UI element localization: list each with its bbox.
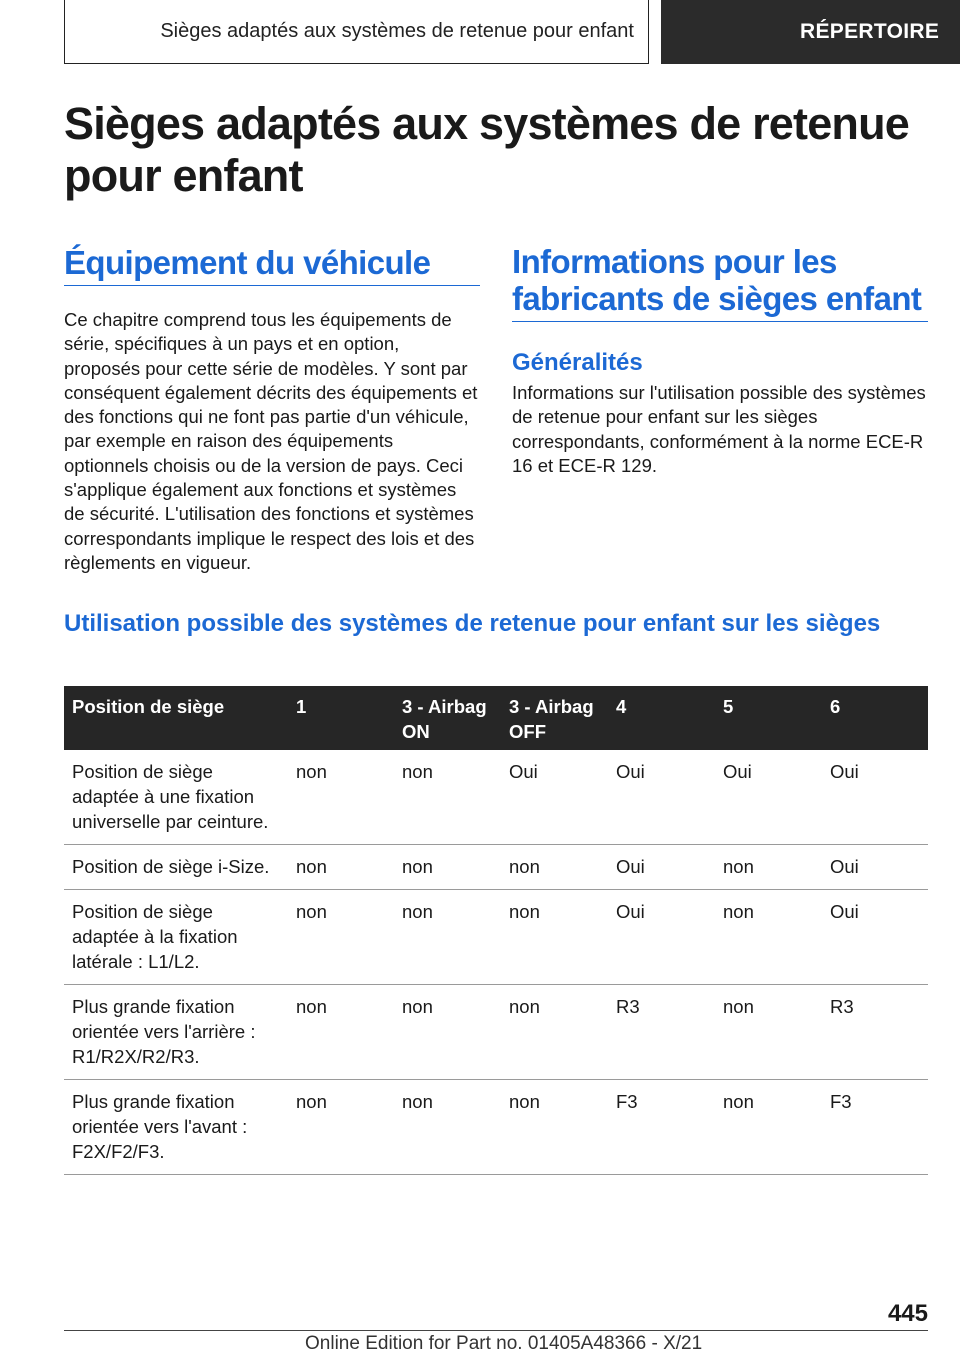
column-header: 1 — [288, 686, 394, 750]
table-cell: F3 — [822, 1080, 928, 1175]
table-cell: non — [501, 1080, 608, 1175]
table-cell: R3 — [608, 985, 715, 1080]
header-section-title[interactable] — [64, 0, 649, 64]
table-cell: Oui — [822, 890, 928, 985]
table-cell: non — [715, 845, 822, 890]
manufacturers-text: Informations sur l'utilisation possible des systèmes de retenue pour enfant sur les sièges correspondants, conformément à la norme ECE-R 16 et ECE-R 129. — [512, 382, 926, 476]
table-cell: Position de siège adaptée à la fixation latérale : L1/L2. — [64, 890, 288, 985]
table-cell: non — [394, 890, 501, 985]
page-number: 445 — [887, 1300, 928, 1327]
table-cell: non — [501, 845, 608, 890]
generalities-heading: Généralités — [512, 349, 643, 376]
table-cell: non — [501, 985, 608, 1080]
footer-edition: Online Edition for Part no. 01405A48366 - X/21 — [305, 1333, 703, 1354]
table-cell: non — [394, 845, 501, 890]
table-cell: R3 — [822, 985, 928, 1080]
table-row — [64, 890, 928, 985]
table-cell: non — [715, 890, 822, 985]
equipment-text: Ce chapitre comprend tous les équipements de série, spécifiques à un pays et en option, proposés pour cette série de modèles. Y sont par conséquent également décrits des équipements et des fonctions qui ne font pas partie d'un véhicule, par exemple en raison des équipements optionnels choisis ou de la version de pays. Ceci s'applique également aux fonctions et systèmes de sécurité. L'utilisation des fonctions et systèmes correspondants implique le respect des lois et des règlements en vigueur. — [64, 309, 478, 573]
table-cell: Oui — [608, 750, 715, 845]
table-row — [64, 1080, 928, 1175]
table-cell: Position de siège adaptée à une fixation universelle par ceinture. — [64, 750, 288, 845]
header-tab-label: RÉPERTOIRE — [800, 20, 940, 43]
seat-usage-table — [64, 686, 928, 1175]
table-cell: non — [501, 890, 608, 985]
table-cell: Oui — [501, 750, 608, 845]
table-cell: non — [288, 750, 394, 845]
manufacturers-heading: Informations pour les fabricants de sièges enfant — [512, 243, 928, 322]
table-cell: non — [288, 985, 394, 1080]
table-cell: non — [394, 985, 501, 1080]
equipment-heading: Équipement du véhicule — [64, 243, 480, 286]
equipment-section — [64, 243, 480, 575]
page-title: Sièges adaptés aux systèmes de retenue pour enfant — [64, 98, 910, 201]
column-header: 4 — [608, 686, 715, 750]
table-cell: non — [288, 845, 394, 890]
table-cell: Oui — [715, 750, 822, 845]
usage-heading: Utilisation possible des systèmes de retenue pour enfant sur les sièges — [64, 610, 881, 637]
column-header: 6 — [822, 686, 928, 750]
table-cell: non — [288, 1080, 394, 1175]
footer-divider — [64, 1330, 928, 1331]
manufacturers-section — [512, 243, 928, 478]
column-header: Position de siège — [64, 686, 288, 750]
table-cell: Oui — [822, 750, 928, 845]
table-cell: non — [288, 890, 394, 985]
column-header: 5 — [715, 686, 822, 750]
table-cell: non — [715, 985, 822, 1080]
table-cell: Oui — [608, 890, 715, 985]
table-cell: Plus grande fixation orientée vers l'arrière : R1/R2X/R2/R3. — [64, 985, 288, 1080]
table-cell: Position de siège i-Size. — [64, 845, 288, 890]
header-section-title-text: Sièges adaptés aux systèmes de retenue pour enfant — [160, 20, 634, 42]
table-cell: non — [715, 1080, 822, 1175]
table-row — [64, 985, 928, 1080]
table-cell: Oui — [608, 845, 715, 890]
header-tab-repertoire[interactable] — [661, 0, 960, 64]
table-row — [64, 750, 928, 845]
column-header: 3 - Airbag OFF — [501, 686, 608, 750]
table-row — [64, 845, 928, 890]
table-cell: F3 — [608, 1080, 715, 1175]
table-cell: Plus grande fixation orientée vers l'avant : F2X/F2/F3. — [64, 1080, 288, 1175]
table-cell: Oui — [822, 845, 928, 890]
table-header-row — [64, 686, 928, 750]
table-cell: non — [394, 750, 501, 845]
table-cell: non — [394, 1080, 501, 1175]
column-header: 3 - Airbag ON — [394, 686, 501, 750]
